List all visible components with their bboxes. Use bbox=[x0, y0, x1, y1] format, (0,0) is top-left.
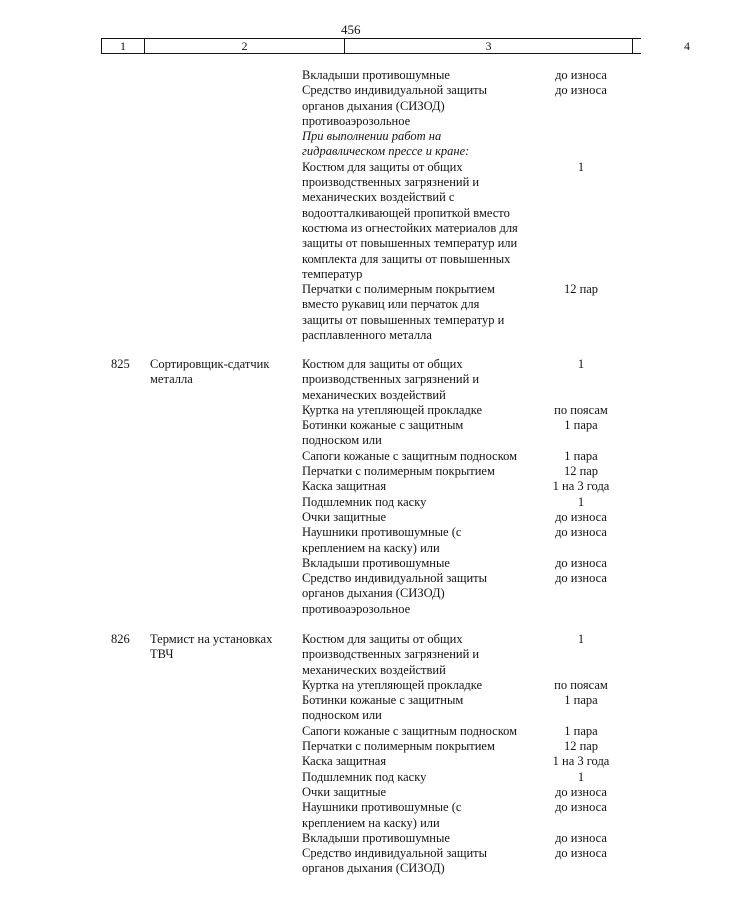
list-item bbox=[302, 754, 632, 769]
profession-name: Термист на установках ТВЧ bbox=[150, 632, 273, 662]
list-item bbox=[302, 510, 632, 525]
item-name: Средство индивидуальной защиты органов дыхания (СИЗОД) противоаэрозольное bbox=[302, 571, 488, 616]
item-name: Ботинки кожаные с защитным подноском или bbox=[302, 693, 464, 723]
item-qty: 12 пар bbox=[563, 739, 599, 754]
item-qty: 1 bbox=[577, 632, 585, 646]
entry-items bbox=[302, 357, 632, 617]
list-item bbox=[302, 678, 632, 693]
list-item bbox=[302, 449, 632, 464]
item-name: Очки защитные bbox=[302, 509, 387, 524]
item-name: Перчатки с полимерным покрытием вместо рукавиц или перчаток для защиты от повышенных температур и расплавленного металла bbox=[302, 282, 505, 343]
item-name: Подшлемник под каску bbox=[302, 494, 427, 509]
item-qty: до износа bbox=[555, 68, 607, 82]
item-qty bbox=[530, 129, 632, 160]
header-col-3: 3 bbox=[345, 39, 633, 53]
list-item bbox=[302, 83, 632, 129]
item-qty: 1 пара bbox=[564, 723, 598, 738]
item-qty: 1 пара bbox=[564, 693, 598, 708]
item-name: Куртка на утепляющей прокладке bbox=[302, 677, 483, 692]
item-name: Каска защитная bbox=[302, 754, 387, 769]
item-name: Вкладыши противошумные bbox=[302, 68, 450, 82]
item-qty: 12 пар bbox=[563, 464, 599, 479]
item-name: Перчатки с полимерным покрытием bbox=[302, 739, 495, 754]
item-name: Средство индивидуальной защиты органов дыхания (СИЗОД) противоаэрозольное bbox=[302, 83, 488, 128]
item-qty: до износа bbox=[555, 555, 607, 570]
list-item bbox=[302, 418, 632, 449]
list-item bbox=[302, 831, 632, 846]
list-item bbox=[302, 556, 632, 571]
list-item bbox=[302, 357, 632, 403]
list-item bbox=[302, 495, 632, 510]
item-name: Каска защитная bbox=[302, 479, 387, 494]
list-item bbox=[302, 724, 632, 739]
list-item bbox=[302, 770, 632, 785]
page-number: 456 bbox=[341, 22, 361, 37]
header-col-1: 1 bbox=[102, 39, 145, 53]
list-item bbox=[302, 785, 632, 800]
list-item bbox=[302, 571, 632, 617]
item-name: Костюм для защиты от общих производственных загрязнений и механических воздействий bbox=[302, 632, 480, 677]
item-qty: 1 пара bbox=[564, 418, 598, 433]
item-qty: до износа bbox=[555, 571, 607, 586]
item-name: Наушники противошумные (с креплением на каску) или bbox=[302, 800, 462, 830]
list-item bbox=[302, 525, 632, 556]
list-item bbox=[302, 693, 632, 724]
item-name: Очки защитные bbox=[302, 784, 387, 799]
list-item bbox=[302, 464, 632, 479]
item-qty: до износа bbox=[555, 800, 607, 815]
item-name: Подшлемник под каску bbox=[302, 769, 427, 784]
item-qty: 1 на 3 года bbox=[552, 754, 610, 769]
header-col-2: 2 bbox=[145, 39, 345, 53]
item-qty: 1 на 3 года bbox=[552, 479, 610, 494]
continuation-items bbox=[302, 68, 632, 343]
list-item bbox=[302, 68, 632, 83]
section-note: При выполнении работ на гидравлическом прессе и кране: bbox=[302, 129, 470, 159]
item-qty: по поясам bbox=[554, 677, 608, 692]
item-qty: 1 bbox=[577, 494, 585, 509]
item-name: Наушники противошумные (с креплением на каску) или bbox=[302, 525, 462, 555]
profession-name: Сортировщик-сдатчик металла bbox=[150, 357, 270, 387]
item-name: Сапоги кожаные с защитным подноском bbox=[302, 448, 518, 463]
item-qty: 1 bbox=[577, 159, 585, 174]
item-name: Сапоги кожаные с защитным подноском bbox=[302, 723, 518, 738]
list-item bbox=[302, 282, 632, 343]
list-item bbox=[302, 846, 632, 877]
entry-items bbox=[302, 632, 632, 877]
item-name: Вкладыши противошумные bbox=[302, 555, 450, 570]
entry-number: 826 bbox=[111, 632, 130, 646]
list-item bbox=[302, 129, 632, 160]
item-qty: по поясам bbox=[554, 402, 608, 417]
item-qty: 1 bbox=[577, 357, 585, 371]
item-qty: до износа bbox=[555, 784, 607, 799]
item-qty: до износа bbox=[555, 846, 607, 861]
item-name: Костюм для защиты от общих производственных загрязнений и механических воздействий с водоотталкивающей пропиткой вместо костюма из огнестойких материалов для защиты от повышенных температур или комплекта для защиты от повышенных температур bbox=[302, 159, 518, 281]
item-name: Куртка на утепляющей прокладке bbox=[302, 402, 483, 417]
list-item bbox=[302, 632, 632, 678]
item-name: Средство индивидуальной защиты органов дыхания (СИЗОД) bbox=[302, 846, 488, 876]
list-item bbox=[302, 739, 632, 754]
list-item bbox=[302, 479, 632, 494]
item-name: Костюм для защиты от общих производственных загрязнений и механических воздействий bbox=[302, 357, 480, 402]
item-qty: до износа bbox=[555, 830, 607, 845]
item-qty: до износа bbox=[555, 509, 607, 524]
item-name: Вкладыши противошумные bbox=[302, 830, 450, 845]
header-col-4: 4 bbox=[684, 39, 690, 53]
list-item bbox=[302, 800, 632, 831]
item-qty: до износа bbox=[555, 525, 607, 540]
item-name: Ботинки кожаные с защитным подноском или bbox=[302, 418, 464, 448]
item-qty: 12 пар bbox=[563, 282, 599, 297]
item-qty: до износа bbox=[555, 83, 607, 98]
item-qty: 1 bbox=[577, 769, 585, 784]
list-item bbox=[302, 403, 632, 418]
item-name: Перчатки с полимерным покрытием bbox=[302, 464, 495, 479]
item-qty: 1 пара bbox=[564, 448, 598, 463]
list-item bbox=[302, 160, 632, 282]
table-header bbox=[101, 38, 690, 54]
entry-number: 825 bbox=[111, 357, 130, 371]
